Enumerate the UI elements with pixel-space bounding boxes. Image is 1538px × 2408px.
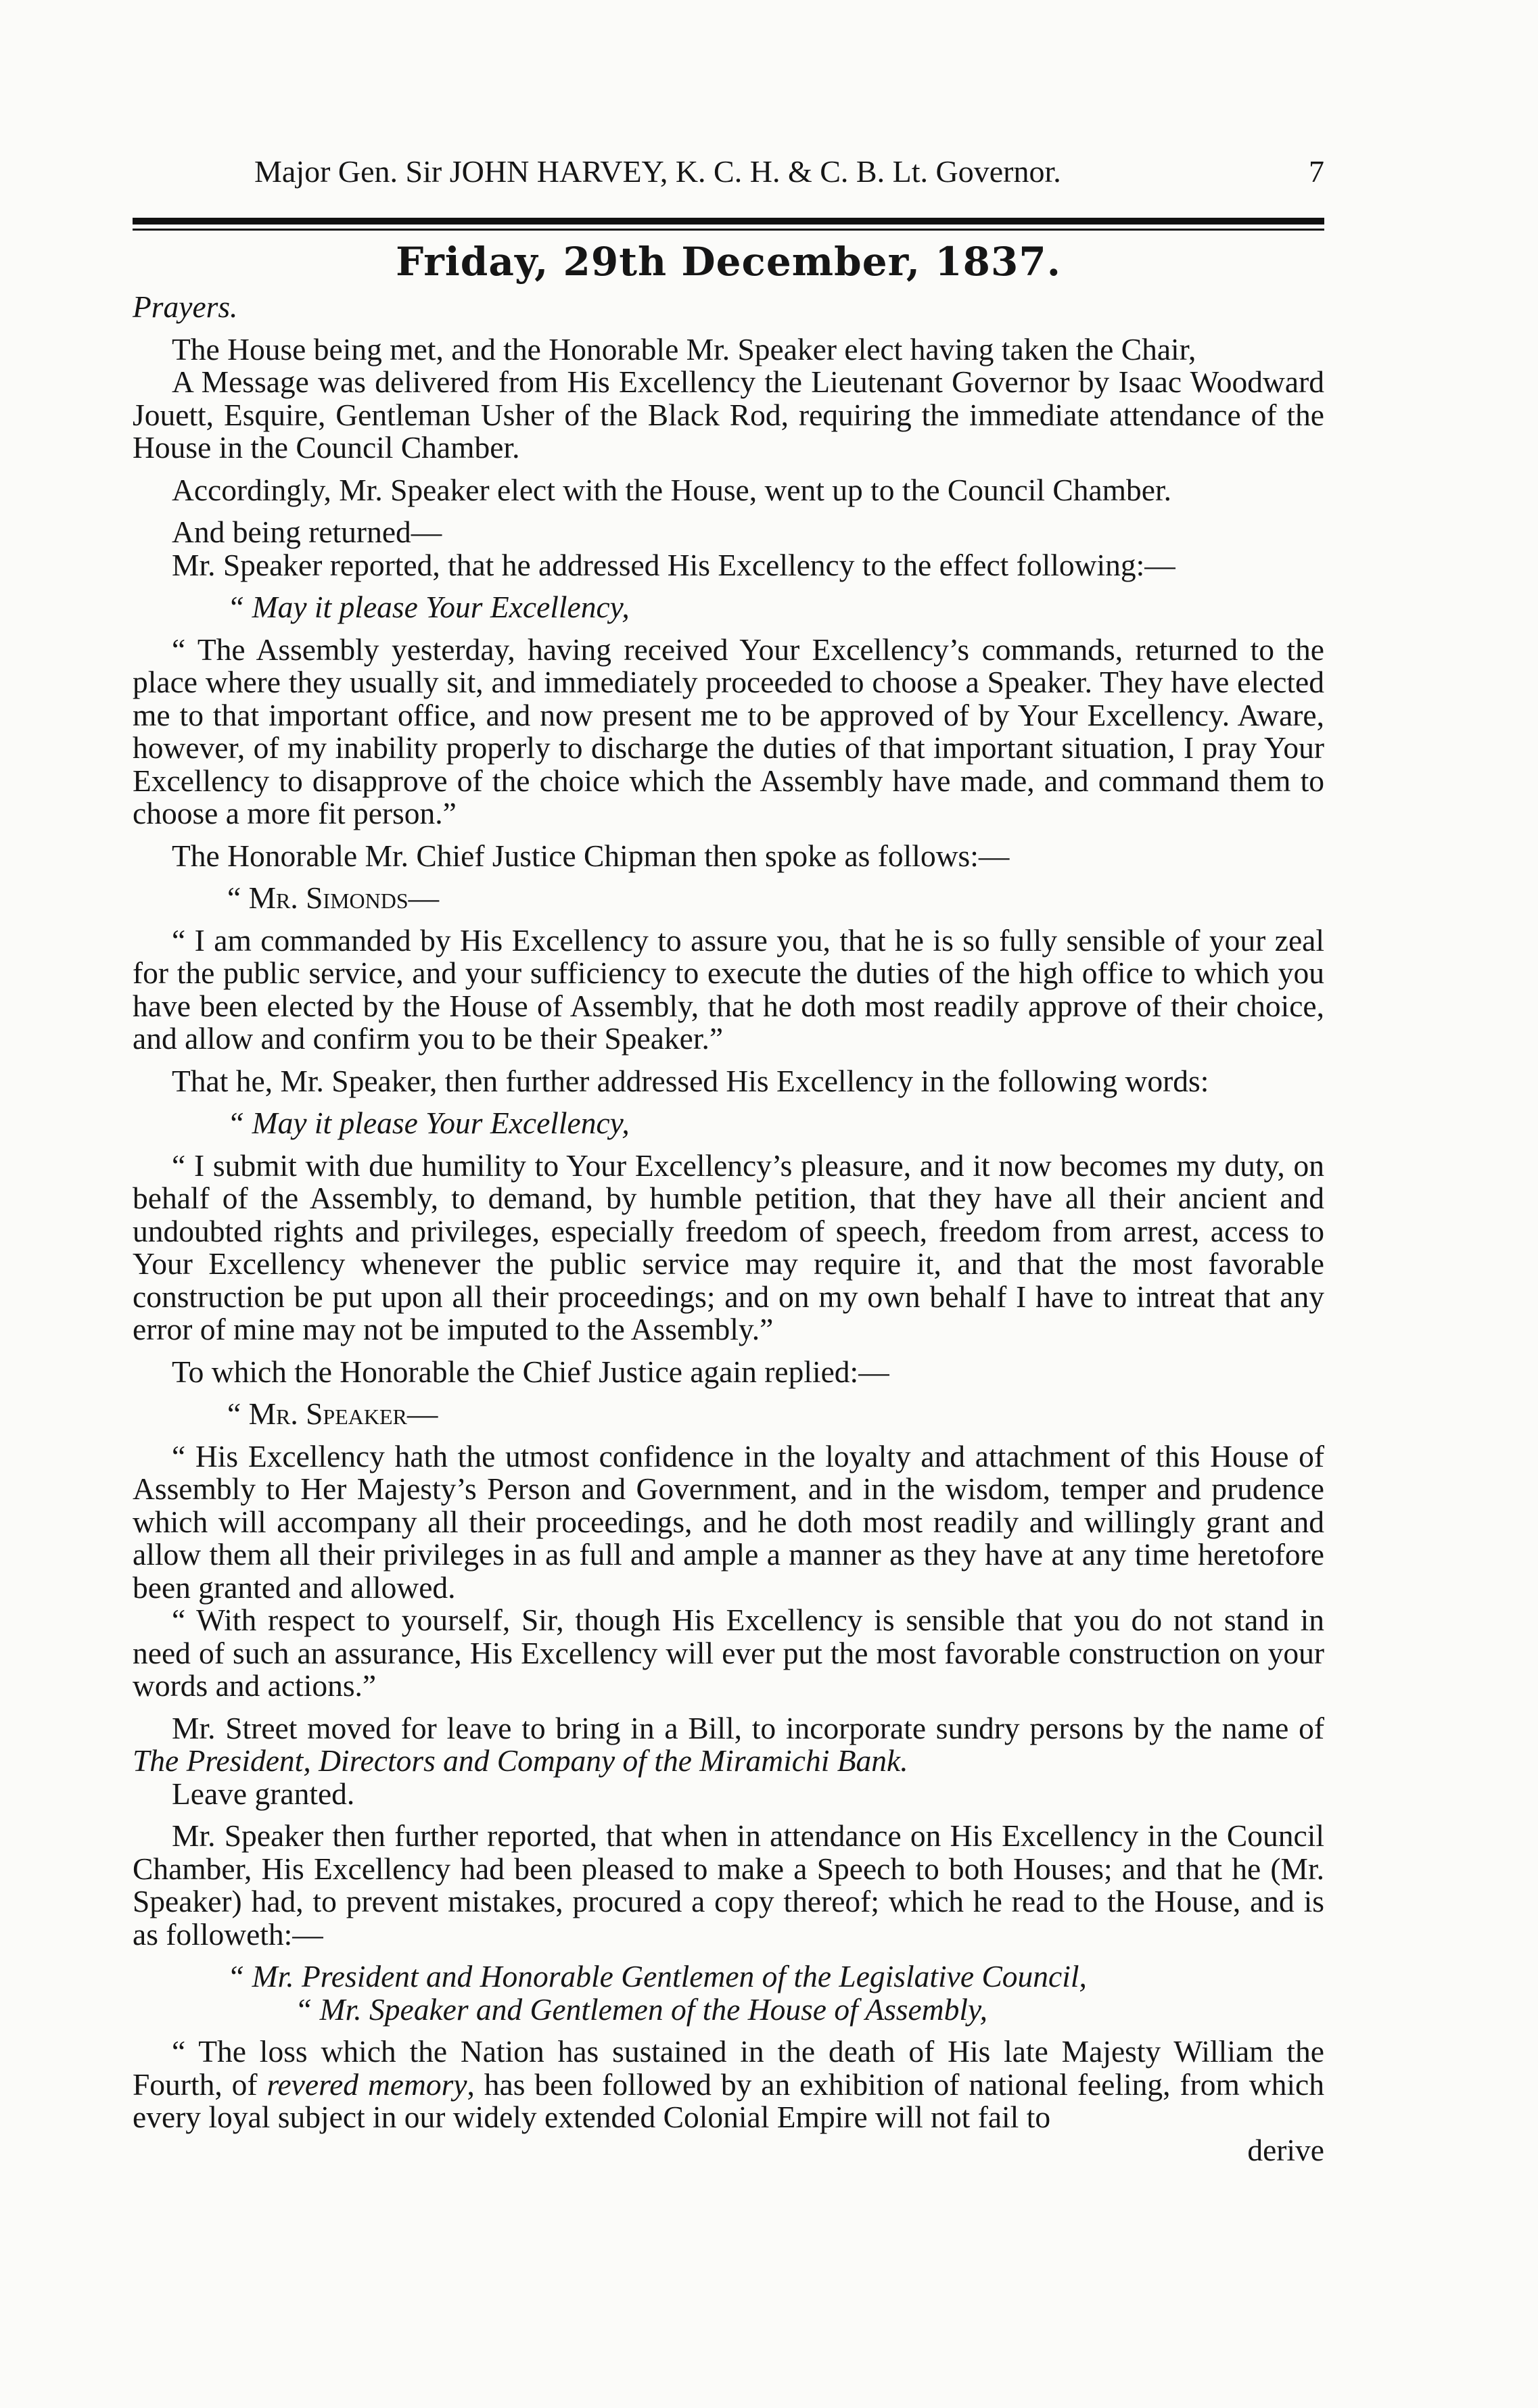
paragraph: Mr. Speaker then further reported, that when in attendance on His Excellency in the Council Chamber, His Excellency had been pleased to make a Speech to both Houses; and that he (Mr. Speaker) had, to prevent mistakes, procured a copy thereof; which he read to the House, and is as followeth:— [133,1818,1324,1952]
address-line: “ Mr. Simonds— [227,880,440,915]
header-rule-thick [133,218,1324,225]
paragraph-text: Mr. Street moved for leave to bring in a Bill, to incorporate sundry persons by the name of [172,1710,1324,1745]
prayers-text: Prayers. [133,289,238,324]
salutation: “ May it please Your Excellency, [227,590,630,624]
paragraph: “ I submit with due humility to Your Excellency’s pleasure, and it now becomes my duty, on behalf of the Assembly, to demand, by humble petition, that they have all their ancient and undoubted rights and privileges, especially freedom of speech, freedom from arrest, access to Your Excellency whenever the public service may require it, and that the most favorable construction be put upon all their proceedings; and on my own behalf I have to intreat that any error of mine may not be imputed to the Assembly.” [133,1148,1324,1346]
date-heading: Friday, 29th December, 1837. [396,239,1061,285]
paragraph: That he, Mr. Speaker, then further addressed His Excellency in the following words: [172,1063,1209,1098]
running-head-title: Major Gen. Sir JOHN HARVEY, K. C. H. & C. B. Lt. Governor. [254,154,1061,189]
paragraph: A Message was delivered from His Excellency the Lieutenant Governor by Isaac Woodward Jouett, Esquire, Gentleman Usher of the Black Rod, requiring the immediate attendance of the House in the Council Chamber. [133,364,1324,465]
paragraph: Leave granted. [172,1776,355,1811]
paragraph: The House being met, and the Honorable Mr. Speaker elect having taken the Chair, [172,331,1196,367]
body-text [133,291,1324,2167]
paragraph: Accordingly, Mr. Speaker elect with the House, went up to the Council Chamber. [172,472,1171,507]
salutation: “ Mr. President and Honorable Gentlemen of the Legislative Council, [227,1959,1087,1993]
paragraph: The Honorable Mr. Chief Justice Chipman then spoke as follows:— [172,838,1010,873]
running-head [254,153,1324,191]
catchword: derive [1247,2132,1324,2167]
paragraph [133,1712,1324,1778]
paragraph [133,2035,1324,2134]
paragraph: Mr. Speaker reported, that he addressed His Excellency to the effect following:— [172,547,1175,582]
paragraph: “ With respect to yourself, Sir, though His Excellency is sensible that you do not stand in need of such an assurance, His Excellency will ever put the most favorable construction on your words and actions.” [133,1603,1324,1703]
address-line: “ Mr. Speaker— [227,1396,438,1431]
paragraph-text: , has been followed by an exhibition of national feeling, from which every loyal subject in our widely extended Colonial Empire will not fail to [133,2067,1324,2134]
salutation: “ Mr. Speaker and Gentlemen of the House of Assembly, [295,1991,988,2027]
paragraph: To which the Honorable the Chief Justice again replied:— [172,1354,889,1389]
bank-name: The President, Directors and Company of the Miramichi Bank. [133,1743,908,1778]
paragraph: “ His Excellency hath the utmost confidence in the loyalty and attachment of this House of Assembly to Her Majesty’s Person and Government, and in the wisdom, temper and prudence which will accompany all their proceedings, and he doth most readily and willingly grant and allow them all their privileges in as full and ample a manner as they have at any time heretofore been granted and allowed. [133,1438,1324,1605]
emphasis-text: revered memory [266,2067,467,2102]
paragraph-text: “ The loss which the Nation has sustained in the death of His late Majesty William the Fourth, of [133,2034,1324,2102]
header-rule-thin [133,229,1324,231]
salutation: “ May it please Your Excellency, [227,1106,630,1140]
paragraph: And being returned— [172,515,442,549]
prayers-label [133,291,1324,324]
paragraph: “ I am commanded by His Excellency to assure you, that he is so fully sensible of your zeal for the public service, and your sufficiency to execute the duties of the high office to which you have been elected by the House of Assembly, that he doth most readily approve of their choice, and allow and confirm you to be their Speaker.” [133,922,1324,1056]
page-number: 7 [1309,154,1324,189]
paragraph: “ The Assembly yesterday, having received Your Excellency’s commands, returned to the place where they usually sit, and immediately proceeded to choose a Speaker. They have elected me to that important office, and now present me to be approved of by Your Excellency. Aware, however, of my inability properly to discharge the duties of that important situation, I pray Your Excellency to disapprove of the choice which the Assembly have made, and command them to choose a more fit person.” [133,632,1324,830]
